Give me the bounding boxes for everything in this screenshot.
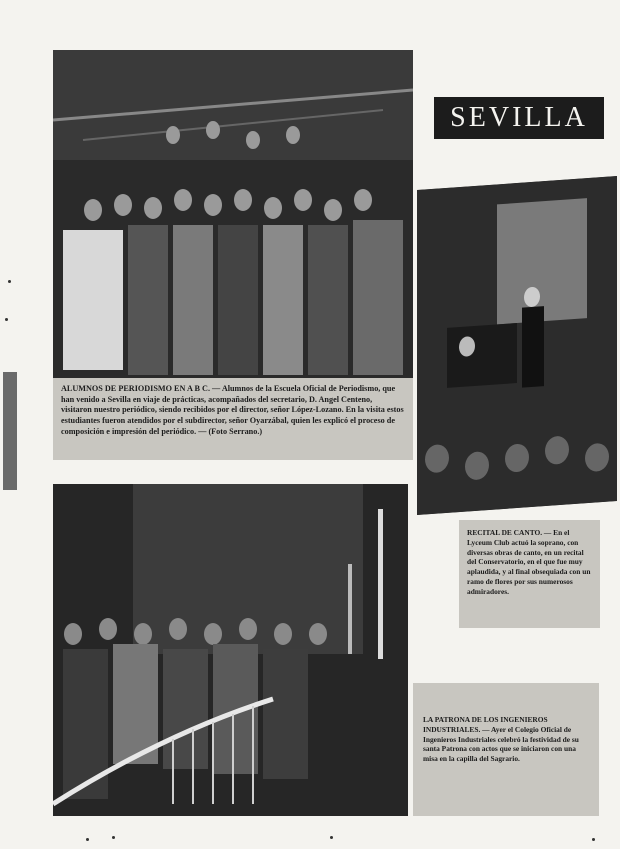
caption-journalism-text: ALUMNOS DE PERIODISMO EN A B C. — Alumnos de la Escuela Oficial de Periodismo, que han venido a Sevilla en viaje de prácticas, acompañados del secretario, D. Angel Centeno, visitaron nuestro periódico, siendo recibidos por el director, señor López-Lozano. En la visita estos estudiantes fueron atendidos por el subdirector, señor Oyarzábal, quien les explicó el proceso de composición e impresión del periódico. — (Foto Serrano.) bbox=[61, 384, 404, 436]
speck bbox=[5, 318, 8, 321]
caption-journalism-students bbox=[53, 378, 413, 460]
caption-patron-text: LA PATRONA DE LOS INGENIEROS INDUSTRIALES. — Ayer el Colegio Oficial de Ingenieros Industriales celebró la festividad de su santa Patrona con actos que se iniciaron con una misa en la capilla del Sagrario. bbox=[423, 715, 579, 764]
page-edge-mark bbox=[3, 372, 17, 490]
speck bbox=[330, 836, 333, 839]
caption-recital bbox=[459, 520, 600, 628]
caption-recital-text: RECITAL DE CANTO. — En el Lyceum Club actuó la soprano, con diversas obras de canto, en un recital del Conservatorio, en el que fue muy aplaudida, y al final obsequiada con un ramo de flores por sus numerosos admiradores. bbox=[467, 528, 591, 596]
photo-journalism-students bbox=[53, 50, 413, 378]
photo-patron-ceremony bbox=[53, 484, 408, 816]
section-title: SEVILLA bbox=[434, 97, 604, 139]
speck bbox=[8, 280, 11, 283]
speck bbox=[112, 836, 115, 839]
speck bbox=[592, 838, 595, 841]
caption-patron bbox=[413, 683, 599, 816]
photo-recital bbox=[417, 176, 617, 515]
speck bbox=[86, 838, 89, 841]
